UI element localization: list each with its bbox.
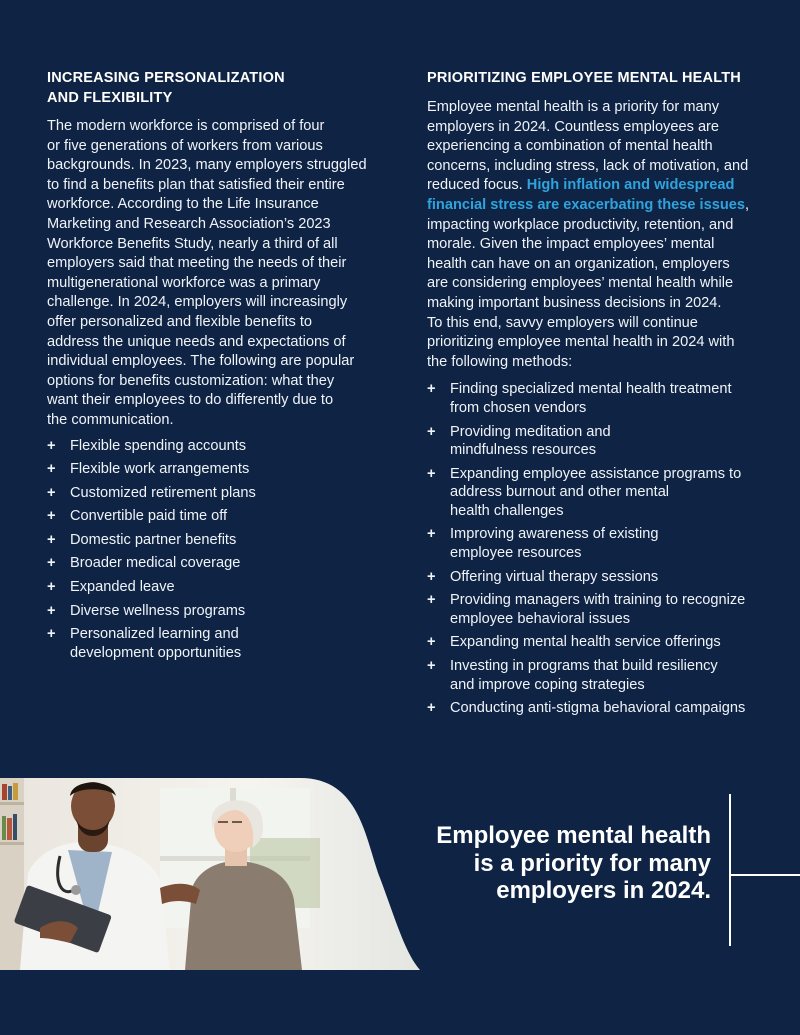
body-text-line: or five generations of workers from various — [47, 137, 323, 154]
body-text-line: health can have on an organization, employers — [427, 255, 730, 272]
plus-bullet-icon: + — [427, 592, 436, 609]
list-item-text: Finding specialized mental health treatment — [450, 381, 732, 398]
plus-bullet-icon: + — [427, 465, 436, 482]
plus-bullet-icon: + — [47, 461, 56, 478]
list-item — [47, 602, 377, 621]
list-item-text: Flexible work arrangements — [70, 461, 250, 478]
body-text-line: workforce. According to the Life Insurance — [47, 196, 319, 213]
body-text-line: Employee mental health is a priority for many — [427, 99, 720, 115]
list-item — [47, 460, 377, 479]
plus-bullet-icon: + — [427, 568, 436, 585]
body-text-line: Workforce Benefits Study, nearly a third of all — [47, 235, 338, 252]
list-item-text: Personalized learning and — [70, 626, 239, 643]
list-item — [427, 657, 767, 694]
list-item — [47, 507, 377, 526]
list-item-text: Convertible paid time off — [70, 508, 228, 525]
list-item-text: employee behavioral issues — [450, 610, 631, 627]
list-item — [427, 591, 767, 628]
list-item — [47, 437, 377, 456]
plus-bullet-icon: + — [427, 634, 436, 651]
left-column — [47, 68, 377, 667]
body-text-line: options for benefits customization: what they — [47, 372, 335, 389]
plus-bullet-icon: + — [47, 508, 56, 525]
body-text-line: individual employees. The following are popular — [47, 353, 355, 370]
body-text-line: address the unique needs and expectations of — [47, 333, 346, 350]
list-item-text: Providing meditation and — [450, 423, 611, 440]
mental-health-methods-list — [427, 380, 767, 718]
list-item — [47, 531, 377, 550]
list-item — [47, 578, 377, 597]
list-item-text: Expanding employee assistance programs to — [450, 465, 742, 482]
section-heading-mental-health: PRIORITIZING EMPLOYEE MENTAL HEALTH — [427, 70, 741, 86]
body-text-line: The modern workforce is comprised of four — [47, 118, 325, 134]
plus-bullet-icon: + — [47, 437, 56, 454]
quote-horizontal-rule — [730, 874, 800, 876]
plus-bullet-icon: + — [427, 658, 436, 675]
highlighted-text: High inflation and widespread — [526, 177, 735, 194]
list-item-text: development opportunities — [70, 644, 242, 661]
body-text-line: the following methods: — [427, 353, 573, 370]
personalization-body — [47, 117, 377, 431]
list-item — [427, 568, 767, 587]
body-text-line: want their employees to do differently due to — [47, 392, 334, 409]
list-item — [427, 633, 767, 652]
list-item-text: employee resources — [450, 545, 582, 562]
body-text-line: offer personalized and flexible benefits to — [47, 313, 313, 330]
list-item-text: Offering virtual therapy sessions — [450, 568, 659, 585]
plus-bullet-icon: + — [47, 579, 56, 596]
list-item-text: mindfulness resources — [450, 442, 597, 459]
list-item-text: Expanding mental health service offerings — [450, 634, 721, 651]
list-item — [47, 554, 377, 573]
body-text-line: concerns, including stress, lack of motivation, and — [427, 157, 749, 174]
body-text-line: are considering employees’ mental health while — [427, 275, 734, 292]
list-item — [427, 465, 767, 521]
plus-bullet-icon: + — [47, 626, 56, 643]
pull-quote — [381, 822, 711, 905]
plus-bullet-icon: + — [427, 423, 436, 440]
body-text: , — [744, 196, 750, 213]
body-text-line: To this end, savvy employers will continue — [427, 314, 698, 331]
list-item-text: and improve coping strategies — [450, 676, 645, 693]
list-item — [427, 423, 767, 460]
list-item-text: health challenges — [450, 502, 564, 519]
body-text-line: employers in 2024. Countless employees are — [427, 118, 720, 135]
list-item-text: Domestic partner benefits — [70, 531, 237, 548]
body-text-line: prioritizing employee mental health in 2024 with — [427, 334, 735, 351]
plus-bullet-icon: + — [47, 602, 56, 619]
body-text-line: challenge. In 2024, employers will increasingly — [47, 294, 348, 311]
body-text-line: Marketing and Research Association’s 2023 — [47, 215, 331, 232]
benefits-options-list — [47, 437, 377, 663]
list-item-text: Improving awareness of existing — [450, 526, 659, 543]
doctor-patient-photo — [0, 778, 420, 970]
list-item — [427, 525, 767, 562]
list-item-text: address burnout and other mental — [450, 484, 670, 501]
list-item-text: from chosen vendors — [450, 399, 587, 416]
list-item-text: Providing managers with training to recognize — [450, 592, 746, 609]
plus-bullet-icon: + — [427, 700, 436, 717]
section-heading-personalization — [47, 68, 377, 108]
plus-bullet-icon: + — [47, 555, 56, 572]
body-text-line: backgrounds. In 2023, many employers struggled — [47, 157, 367, 174]
list-item-text: Customized retirement plans — [70, 484, 256, 501]
body-text-line: to find a benefits plan that satisfied their entire — [47, 176, 345, 193]
highlighted-text: financial stress are exacerbating these issues — [427, 196, 745, 213]
body-text-line: multigenerational workforce was a primary — [47, 274, 321, 291]
body-text-line: morale. Given the impact employees’ mental — [427, 236, 715, 253]
plus-bullet-icon: + — [427, 381, 436, 398]
heading-line: AND FLEXIBILITY — [47, 90, 173, 106]
pull-quote-line: is a priority for many — [473, 849, 711, 877]
list-item-text: Broader medical coverage — [70, 555, 241, 572]
list-item-text: Flexible spending accounts — [70, 437, 247, 454]
plus-bullet-icon: + — [47, 484, 56, 501]
body-text-line: impacting workplace productivity, retention, and — [427, 216, 734, 233]
plus-bullet-icon: + — [427, 526, 436, 543]
mental-health-body — [427, 98, 767, 372]
list-item-text: Conducting anti-stigma behavioral campaigns — [450, 700, 746, 717]
list-item — [47, 625, 377, 662]
body-text-line: the communication. — [47, 411, 174, 428]
list-item — [427, 699, 767, 718]
body-text-line: experiencing a combination of mental health — [427, 138, 713, 155]
list-item-text: Investing in programs that build resiliency — [450, 658, 718, 675]
pull-quote-line: Employee mental health — [436, 822, 711, 849]
list-item-text: Expanded leave — [70, 579, 175, 596]
quote-vertical-rule — [729, 794, 731, 946]
list-item-text: Diverse wellness programs — [70, 602, 246, 619]
right-column — [427, 68, 767, 723]
body-text-line: making important business decisions in 2024. — [427, 294, 722, 311]
body-text-line: employers said that meeting the needs of their — [47, 255, 347, 272]
list-item — [427, 380, 767, 417]
plus-bullet-icon: + — [47, 531, 56, 548]
heading-line: INCREASING PERSONALIZATION — [47, 70, 285, 86]
pull-quote-line: employers in 2024. — [496, 877, 711, 904]
list-item — [47, 484, 377, 503]
body-text: reduced focus. — [427, 177, 527, 194]
